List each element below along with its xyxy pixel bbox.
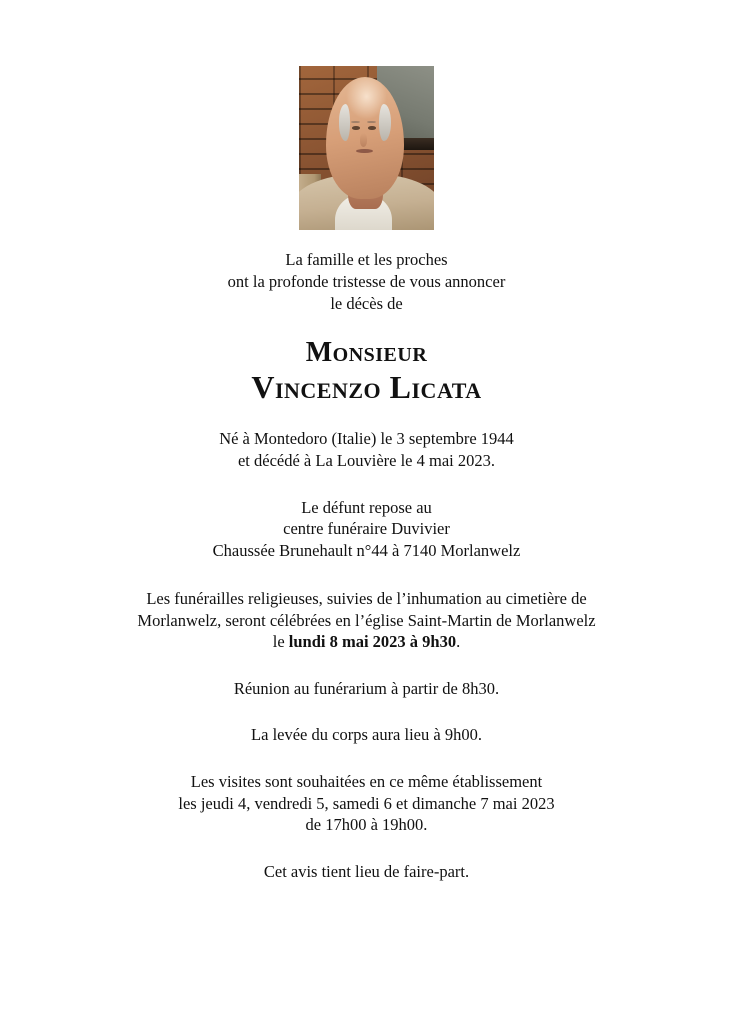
deceased-name-block — [251, 336, 481, 407]
announcement-intro — [228, 249, 506, 314]
funeral-line-3 — [97, 631, 637, 653]
portrait-eye-left — [352, 126, 360, 130]
death-line: et décédé à La Louvière le 4 mai 2023. — [237, 450, 495, 470]
body-removal-info — [251, 724, 482, 746]
portrait-photo — [299, 66, 434, 230]
portrait-hair-right — [379, 104, 391, 140]
portrait-nose — [360, 133, 368, 146]
deceased-full-name — [251, 369, 481, 407]
portrait-brow-left — [351, 121, 360, 123]
repose-line-3: Chaussée Brunehault n°44 à 7140 Morlanwelz — [212, 541, 521, 561]
intro-line-3: le décès de — [330, 293, 403, 313]
repose-line-2: centre funéraire Duvivier — [283, 519, 450, 539]
gathering-text: Réunion au funérarium à partir de 8h30. — [233, 679, 500, 699]
birth-line: Né à Montedoro (Italie) le 3 septembre 1944 — [219, 429, 514, 449]
repose-line-1: Le défunt repose au — [301, 497, 432, 517]
gathering-info — [234, 678, 499, 700]
intro-line-1: La famille et les proches — [285, 250, 448, 269]
visits-line-3: de 17h00 à 19h00. — [305, 815, 428, 835]
visits-line-1: Les visites sont souhaitées en ce même établissement — [190, 771, 543, 791]
funeral-prefix: le — [272, 632, 289, 652]
deceased-title: Monsieur — [305, 337, 428, 369]
funeral-datetime: lundi 8 mai 2023 à 9h30 — [288, 632, 457, 652]
portrait-image — [299, 66, 434, 230]
funeral-line-1: Les funérailles religieuses, suivies de l’inhumation au cimetière de — [146, 588, 587, 608]
funeral-line-2: Morlanwelz, seront célébrées en l’église Saint-Martin de Morlanwelz — [137, 610, 596, 630]
resting-place — [213, 497, 521, 562]
closing-statement — [264, 861, 469, 883]
portrait-hair-left — [339, 104, 351, 140]
deceased-first-name: Vincenzo — [251, 369, 382, 406]
visits-line-2: les jeudi 4, vendredi 5, samedi 6 et dimanche 7 mai 2023 — [178, 793, 555, 813]
closing-text: Cet avis tient lieu de faire-part. — [263, 862, 470, 882]
funeral-suffix: . — [456, 632, 461, 652]
portrait-brow-right — [367, 121, 376, 123]
portrait-eye-right — [368, 126, 376, 130]
birth-death-dates — [219, 428, 514, 472]
deceased-last-name: Licata — [389, 369, 482, 406]
body-removal-text: La levée du corps aura lieu à 9h00. — [251, 724, 482, 744]
visiting-hours — [178, 771, 554, 836]
intro-line-2: ont la profonde tristesse de vous annoncer — [227, 271, 506, 291]
funeral-service-details — [97, 588, 637, 653]
portrait-mouth — [356, 149, 373, 153]
